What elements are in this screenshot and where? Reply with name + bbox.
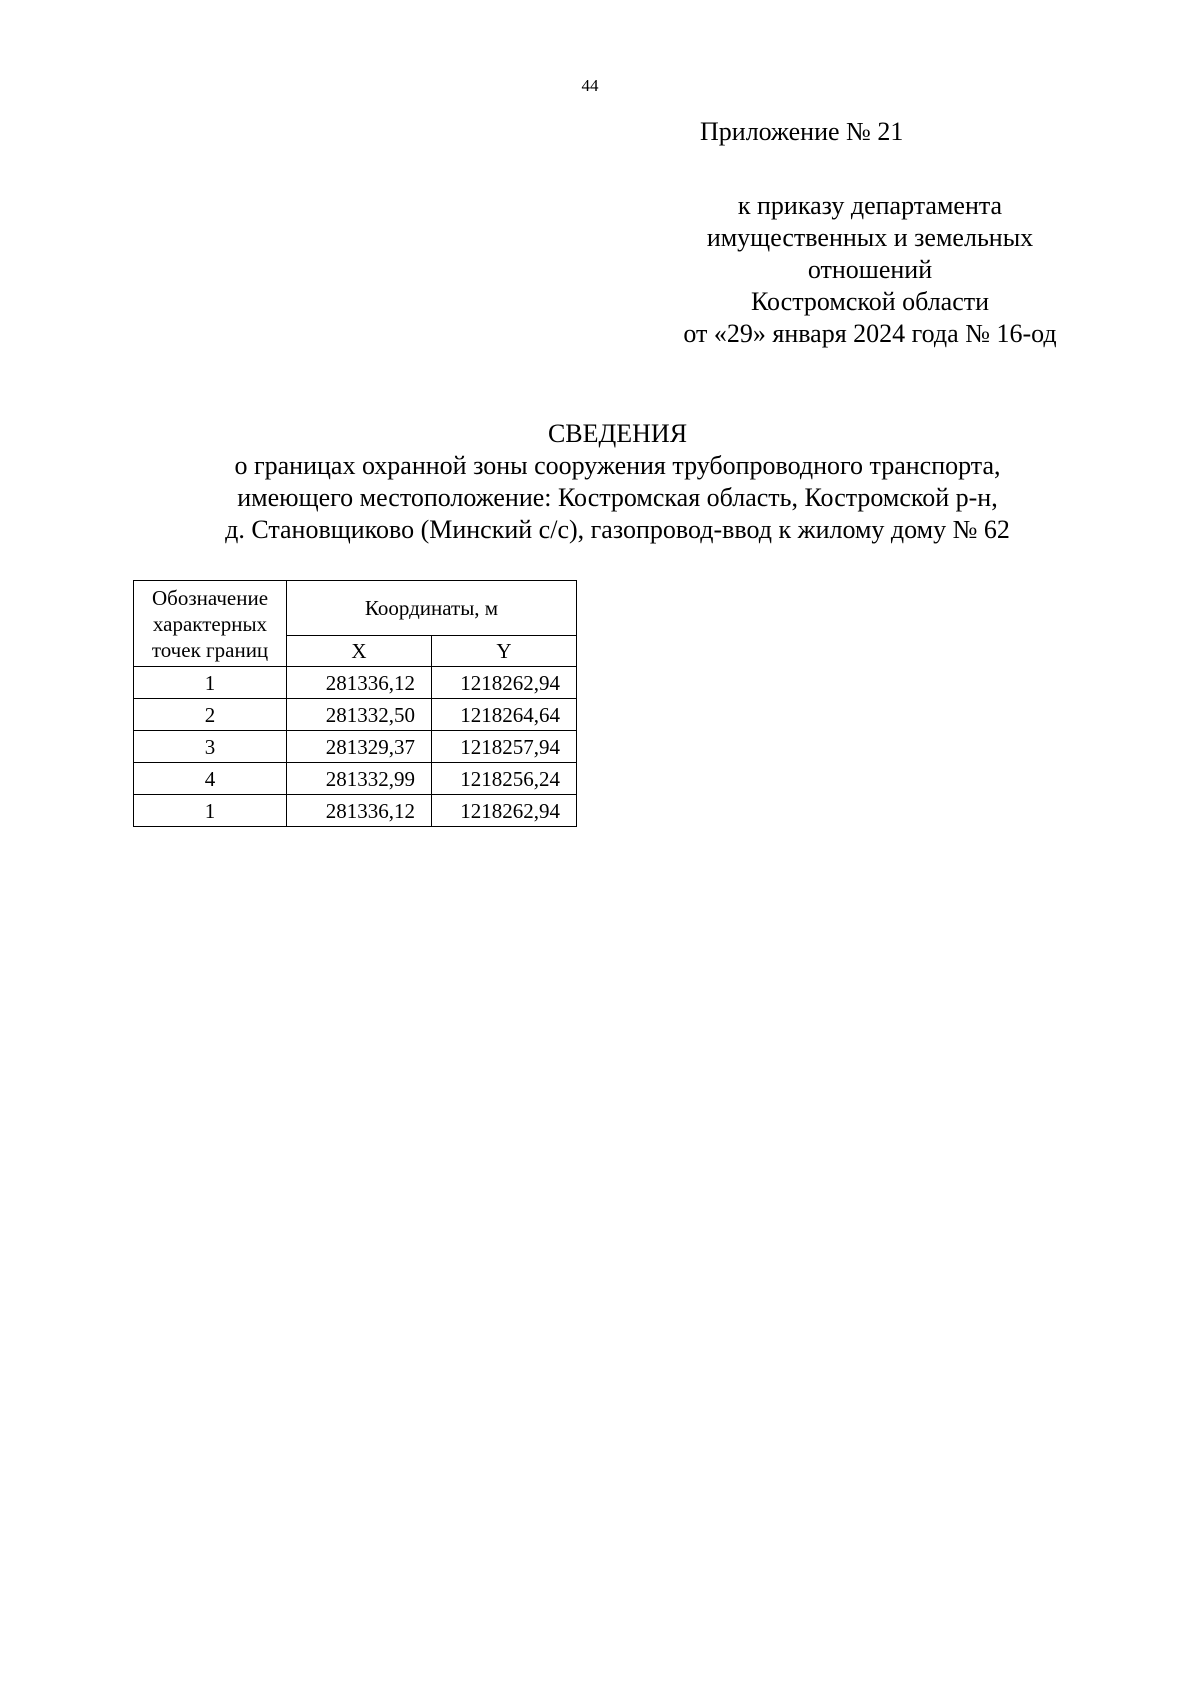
y-cell: 1218262,94 [432, 667, 577, 699]
point-header-line: Обозначение [151, 585, 269, 610]
x-cell: 281336,12 [287, 667, 432, 699]
point-cell: 1 [134, 795, 287, 827]
heading-line: имеющего местоположение: Костромская область, Костромской р-н, [237, 483, 998, 512]
order-line: от «29» января 2024 года № 16-од [683, 319, 1057, 348]
point-header-line: точек границ [151, 637, 269, 662]
table-row [134, 795, 577, 827]
order-reference [640, 190, 1100, 350]
heading-line: д. Становщиково (Минский с/с), газопровод-ввод к жилому дому № 62 [225, 515, 1010, 544]
table-row [134, 667, 577, 699]
document-heading [120, 418, 1115, 546]
y-cell: 1218264,64 [432, 699, 577, 731]
order-line: Костромской области [750, 287, 990, 316]
point-cell: 3 [134, 731, 287, 763]
table-row [134, 699, 577, 731]
x-header-cell: X [287, 636, 432, 667]
x-cell: 281332,50 [287, 699, 432, 731]
y-cell: 1218257,94 [432, 731, 577, 763]
point-cell: 2 [134, 699, 287, 731]
y-header-cell: Y [432, 636, 577, 667]
point-header-line: характерных [152, 611, 268, 636]
appendix-title: Приложение № 21 [700, 117, 904, 146]
page-number: 44 [581, 76, 599, 95]
y-cell: 1218256,24 [432, 763, 577, 795]
heading-line: о границах охранной зоны сооружения трубопроводного транспорта, [234, 451, 1001, 480]
x-cell: 281332,99 [287, 763, 432, 795]
coords-header-cell: Координаты, м [287, 581, 577, 636]
y-cell: 1218262,94 [432, 795, 577, 827]
point-header-cell [134, 581, 287, 667]
point-cell: 4 [134, 763, 287, 795]
coordinates-table [133, 580, 577, 827]
order-line: к приказу департамента [737, 191, 1003, 220]
table-row [134, 731, 577, 763]
table-row [134, 763, 577, 795]
order-line: имущественных и земельных [706, 223, 1034, 252]
point-cell: 1 [134, 667, 287, 699]
order-line: отношений [807, 255, 933, 284]
x-cell: 281336,12 [287, 795, 432, 827]
x-cell: 281329,37 [287, 731, 432, 763]
heading-title: СВЕДЕНИЯ [547, 419, 688, 448]
table-header-row [134, 581, 577, 636]
